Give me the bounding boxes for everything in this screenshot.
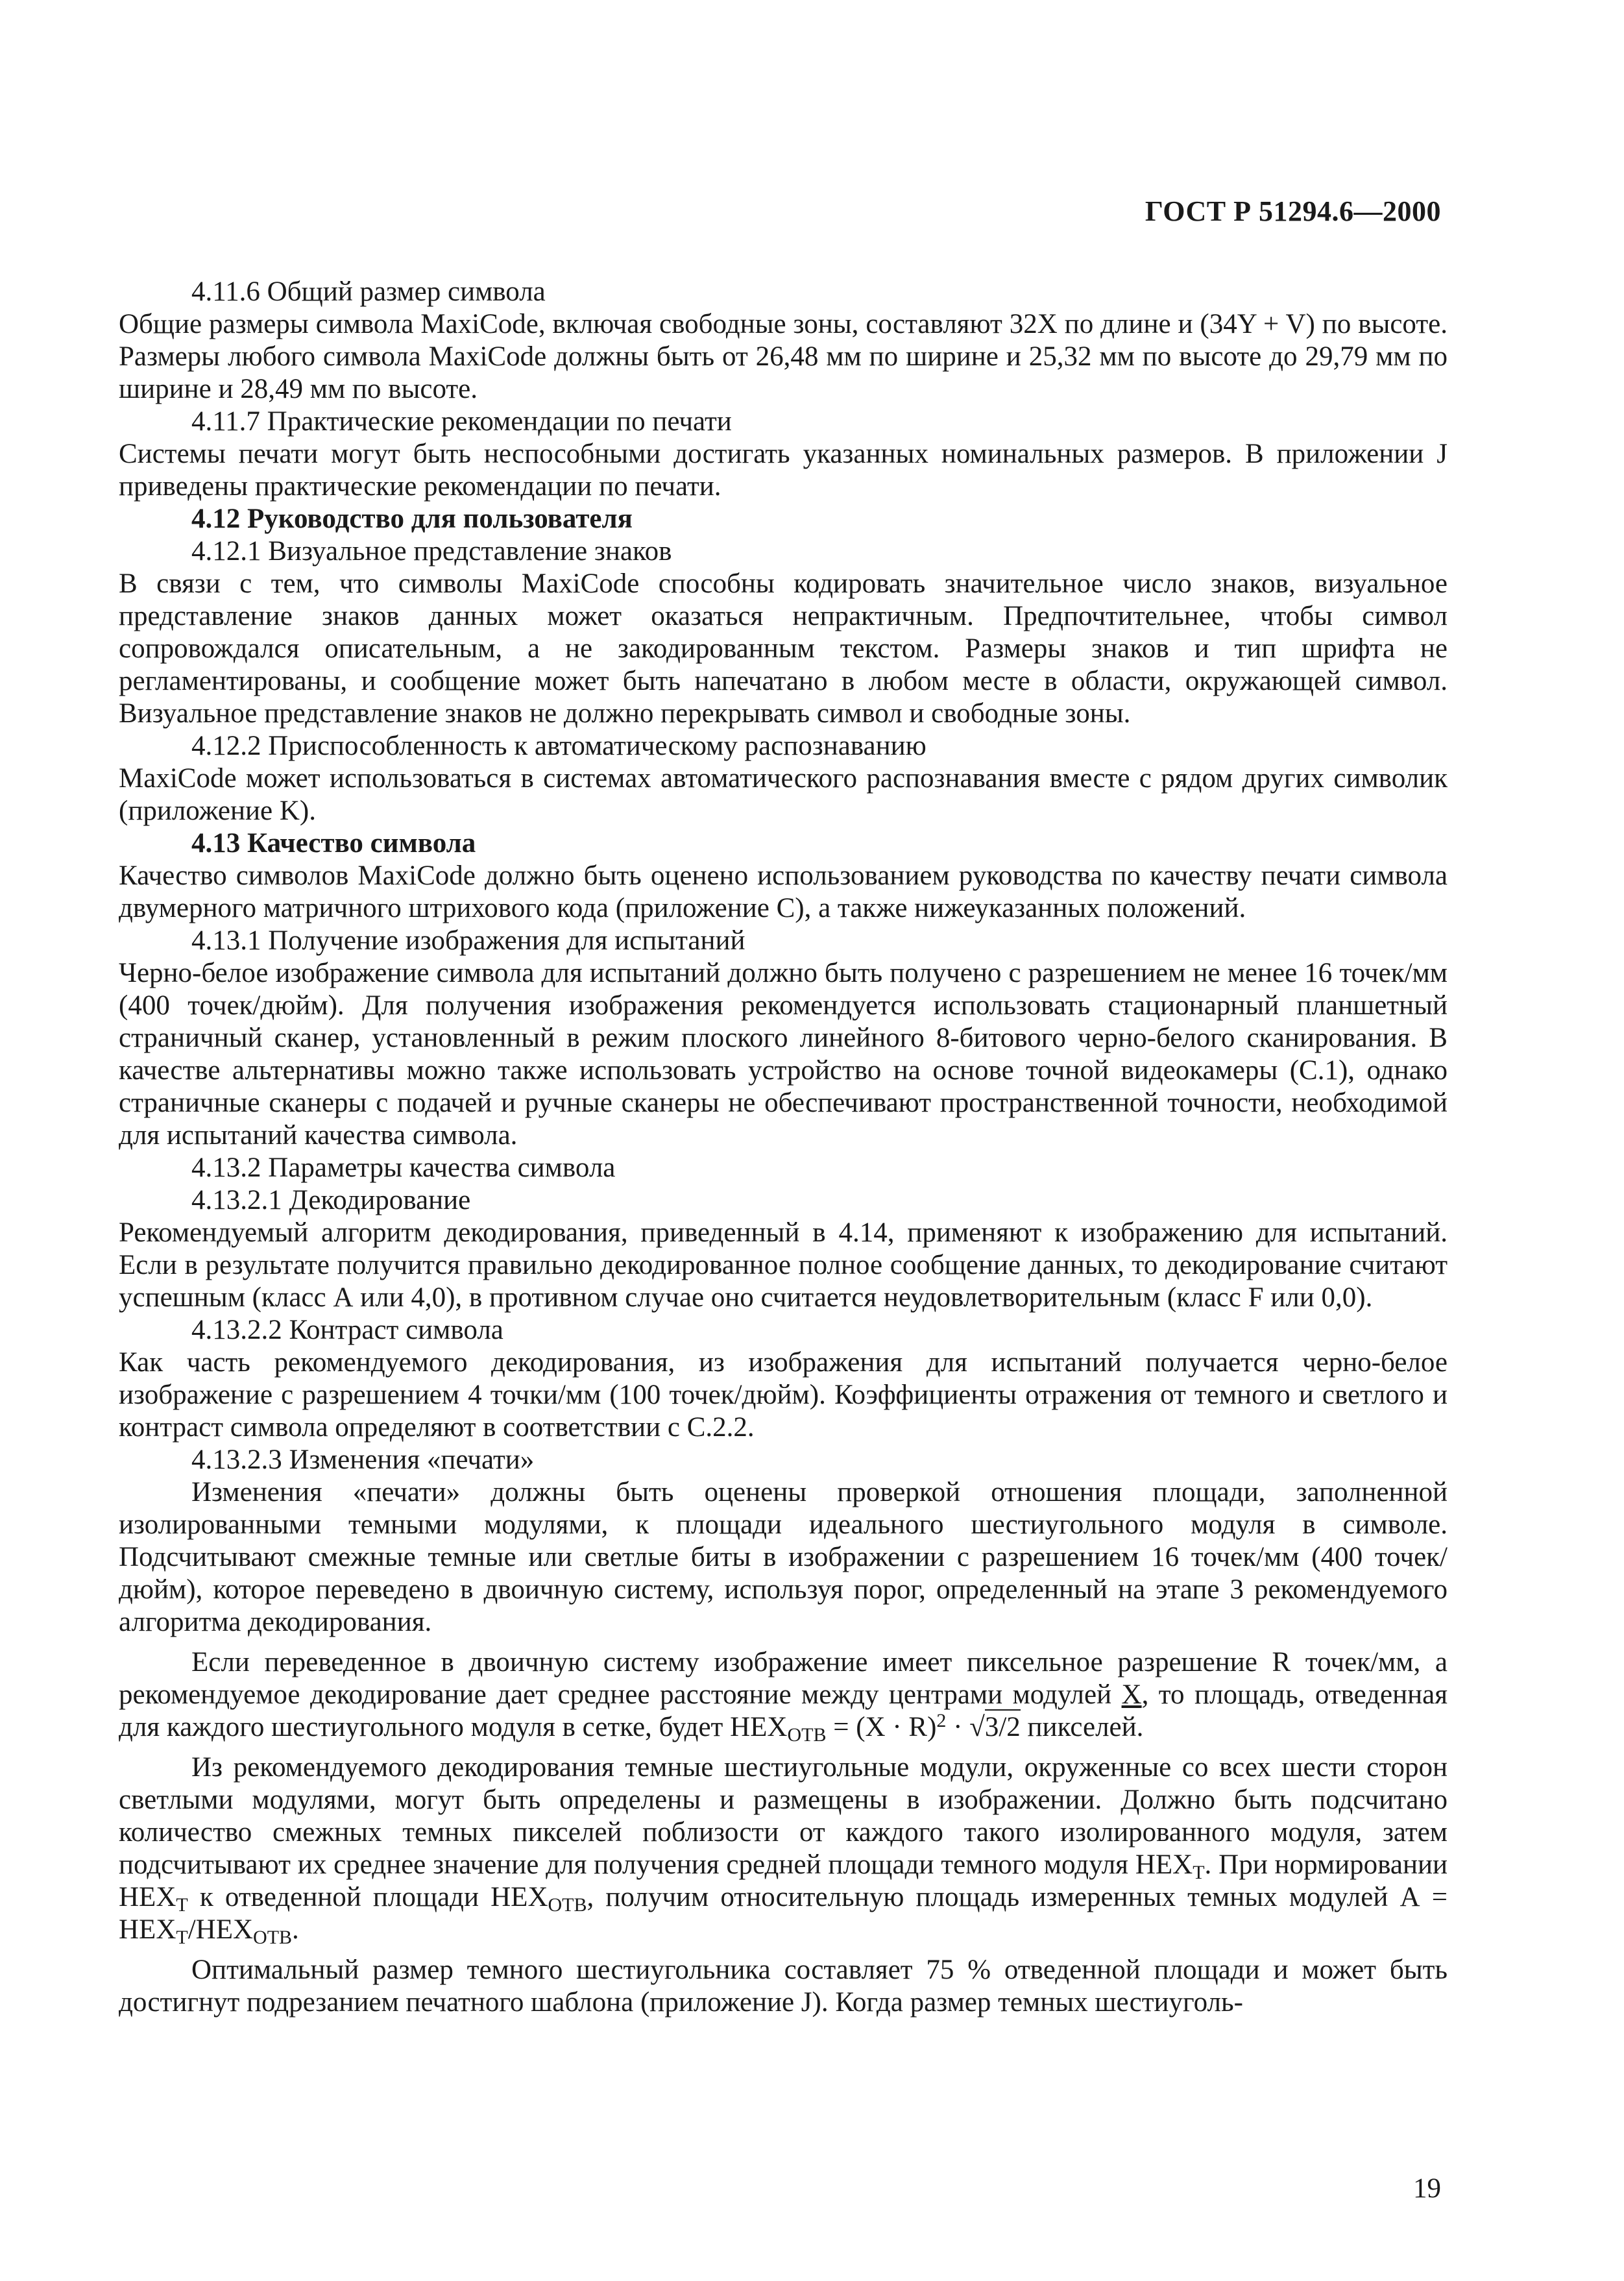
paragraph: Черно-белое изображение символа для испытаний должно быть получено с разрешением не менее 16 точек/мм (400 точек/дюйм). Для получения изображения рекомендуется использовать стационарный планшетный страничный сканер, установленный в режим плоского линейного 8-битового черно-белого сканирования. В качестве альтернативы можно также использовать устройство на основе точной видеокамеры (С.1), однако страничные сканеры с подачей и ручные сканеры не обеспечивают пространственной точности, необходимой для испытаний качества символа.	[119, 958, 1448, 1151]
paragraph: 4.13.2.1 Декодирование	[191, 1185, 471, 1215]
subscript-t: Т	[176, 1927, 188, 1948]
paragraph: 4.12.2 Приспособленность к автоматическому распознаванию	[191, 731, 927, 761]
subscript-otb: ОТВ	[548, 1894, 587, 1916]
paragraph: 4.11.6 Общий размер символа	[191, 276, 546, 307]
text-run: к отведенной площади HEX	[188, 1882, 548, 1912]
paragraph: Общие размеры символа MaxiCode, включая свободные зоны, составляют 32X по длине и (34Y + V) по высоте. Размеры любого символа MaxiCode должны быть от 26,48 мм по ширине и 25,32 мм по высоте до 29,79 мм по ширине и 28,49 мм по высоте.	[119, 309, 1448, 404]
subscript-t: Т	[1193, 1862, 1205, 1883]
section-heading: 4.12 Руководство для пользователя	[191, 504, 633, 534]
text-run: = (X · R)	[826, 1712, 937, 1742]
sqrt-symbol: √	[969, 1712, 985, 1742]
text-run: .	[292, 1914, 299, 1945]
text-run: Из рекомендуемого декодирования темные шестиугольные модули, окруженные со всех шести сторон светлыми модулями, могут быть определены и размещены в изображении. Должно быть подсчитано количество смежных темных пикселей поблизости от каждого такого изолированного модуля, затем подсчитывают их среднее значение для получения средней площади темного модуля HEX	[119, 1752, 1448, 1880]
paragraph: Качество символов MaxiCode должно быть оценено использованием руководства по качеству печати символа двумерного матричного штрихового кода (приложение С), а также нижеуказанных положений.	[119, 860, 1448, 923]
paragraph: В связи с тем, что символы MaxiCode способны кодировать значительное число знаков, визуальное представление знаков данных может оказаться непрактичным. Предпочтительнее, чтобы символ сопровождался описательным, а не закодированным текстом. Размеры знаков и тип шрифта не регламентированы, и сообщение может быть напечатано в любом месте в области, окружающей символ. Визуальное представление знаков не должно перекрывать символ и свободные зоны.	[119, 568, 1448, 729]
text-run: пикселей.	[1020, 1712, 1144, 1742]
sqrt-expression	[969, 1709, 1021, 1742]
sqrt-radicand: 3/2	[985, 1709, 1021, 1742]
subscript-otb: ОТВ	[253, 1927, 293, 1948]
superscript-2: 2	[936, 1710, 947, 1731]
section-heading: 4.13 Качество символа	[191, 828, 476, 859]
text-run: Если переведенное в двоичную систему изображение имеет пиксельное разрешение R точек/мм, а рекомендуемое декодирование дает среднее расстояние между центрами модулей	[119, 1647, 1448, 1710]
text-run: /HEX	[188, 1914, 254, 1945]
subscript-otb: ОТВ	[787, 1724, 827, 1746]
subscript-t: Т	[176, 1894, 188, 1916]
document-body	[119, 276, 1448, 2019]
paragraph-hex-allocation	[119, 1646, 1448, 1744]
text-run: ·	[946, 1712, 970, 1742]
paragraph-dark-modules	[119, 1751, 1448, 1946]
paragraph: Изменения «печати» должны быть оценены проверкой отношения площади, заполненной изолированными темными модулями, к площади идеального шестиугольного модуля в символе. Подсчитывают смежные темные или светлые биты в изображении с разрешением 16 точек/мм (400 точек/дюйм), которое переведено в двоичную систему, используя порог, определенный на этапе 3 рекомендуемого алгоритма декодирования.	[119, 1477, 1448, 1637]
symbol-x: X	[1121, 1679, 1142, 1710]
text-run: , получим относительную площадь измеренных темных модулей А = HEX	[119, 1882, 1448, 1945]
document-code-header: ГОСТ Р 51294.6—2000	[1145, 195, 1441, 227]
paragraph: MaxiCode может использоваться в системах автоматического распознавания вместе с рядом других символик (приложение K).	[119, 763, 1448, 826]
paragraph-list	[119, 276, 1448, 1639]
text-run: . При нормировании HEX	[119, 1849, 1448, 1912]
paragraph: 4.13.2 Параметры качества символа	[191, 1153, 616, 1183]
paragraph: 4.13.2.2 Контраст символа	[191, 1315, 503, 1345]
paragraph: Системы печати могут быть неспособными достигать указанных номинальных размеров. В приложении J приведены практические рекомендации по печати.	[119, 439, 1448, 502]
paragraph: Как часть рекомендуемого декодирования, из изображения для испытаний получается черно-белое изображение с разрешением 4 точки/мм (100 точек/дюйм). Коэффициенты отражения от темного и светлого и контраст символа определяют в соответствии с С.2.2.	[119, 1347, 1448, 1443]
text-run: , то площадь, отведенная для каждого шестиугольного модуля в сетке, будет HEX	[119, 1679, 1448, 1742]
paragraph: 4.12.1 Визуальное представление знаков	[191, 536, 672, 567]
paragraph: Рекомендуемый алгоритм декодирования, приведенный в 4.14, применяют к изображению для испытаний. Если в результате получится правильно декодированное полное сообщение данных, то декодирование считают успешным (класс А или 4,0), в противном случае оно считается неудовлетворительным (класс F или 0,0).	[119, 1217, 1448, 1313]
page-number: 19	[1413, 2173, 1441, 2204]
paragraph: 4.13.2.3 Изменения «печати»	[191, 1445, 535, 1475]
paragraph: 4.11.7 Практические рекомендации по печати	[191, 406, 732, 437]
paragraph-optimal-size: Оптимальный размер темного шестиугольника составляет 75 % отведенной площади и может быть достигнут подрезанием печатного шаблона (приложение J). Когда размер темных шестиуголь-	[119, 1955, 1448, 2018]
paragraph: 4.13.1 Получение изображения для испытаний	[191, 925, 745, 956]
